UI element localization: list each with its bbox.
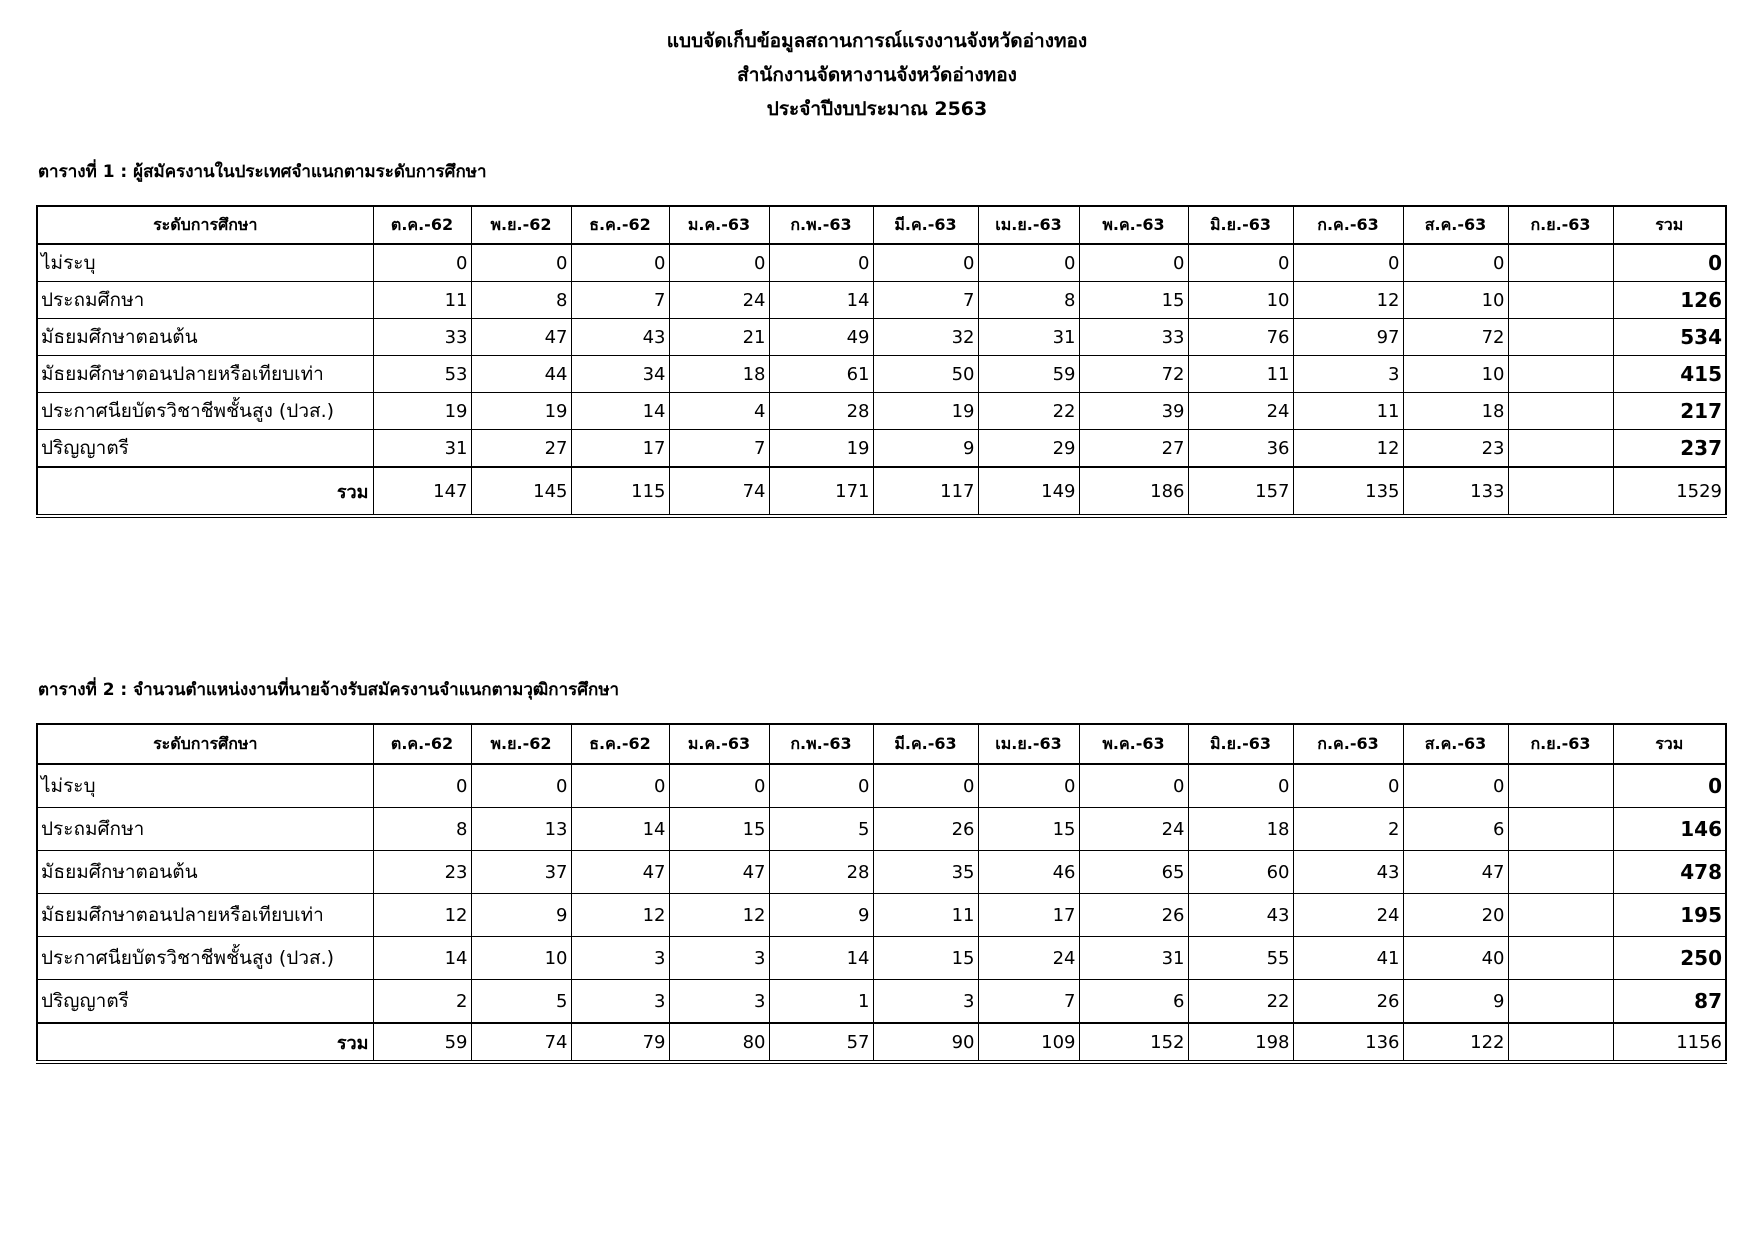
table-cell: 23	[373, 851, 471, 894]
table-cell: 27	[1079, 430, 1188, 468]
row-label: รวม	[37, 1023, 373, 1062]
table-cell: 0	[669, 764, 769, 808]
table-cell: 47	[1403, 851, 1508, 894]
table-cell: 9	[769, 894, 873, 937]
table-cell: 9	[873, 430, 978, 468]
table-cell	[1508, 356, 1613, 393]
table-cell: 0	[1293, 764, 1403, 808]
table-cell: 24	[1079, 808, 1188, 851]
table-cell: 12	[373, 894, 471, 937]
row-total: 126	[1613, 282, 1726, 319]
table-cell: 15	[1079, 282, 1188, 319]
table-cell: 171	[769, 467, 873, 516]
row-total: 250	[1613, 937, 1726, 980]
table-cell	[1508, 851, 1613, 894]
table-header-row	[37, 206, 1726, 244]
column-header: พ.ค.-63	[1079, 206, 1188, 244]
table-cell: 39	[1079, 393, 1188, 430]
column-header: ม.ค.-63	[669, 724, 769, 764]
table-cell: 19	[373, 393, 471, 430]
table-cell: 61	[769, 356, 873, 393]
table-row	[37, 430, 1726, 468]
table-cell: 19	[873, 393, 978, 430]
table-cell: 0	[1403, 764, 1508, 808]
table-cell: 20	[1403, 894, 1508, 937]
table-cell	[1508, 244, 1613, 282]
table-cell: 19	[471, 393, 571, 430]
table-cell: 0	[373, 244, 471, 282]
column-header: ก.ค.-63	[1293, 206, 1403, 244]
table-cell: 44	[471, 356, 571, 393]
table-applicants-by-education	[36, 205, 1727, 518]
table-cell: 0	[769, 244, 873, 282]
row-label: มัธยมศึกษาตอนปลายหรือเทียบเท่า	[37, 894, 373, 937]
table-cell: 7	[571, 282, 669, 319]
table-vacancies-by-education	[36, 723, 1727, 1064]
table-cell: 7	[978, 980, 1079, 1024]
table-cell: 22	[1188, 980, 1293, 1024]
table-cell: 0	[1403, 244, 1508, 282]
table-cell: 17	[571, 430, 669, 468]
table-cell: 0	[1188, 764, 1293, 808]
table-cell	[1508, 894, 1613, 937]
table-cell: 136	[1293, 1023, 1403, 1062]
table-cell: 36	[1188, 430, 1293, 468]
table-cell: 10	[1188, 282, 1293, 319]
column-header: เม.ย.-63	[978, 206, 1079, 244]
row-label: มัธยมศึกษาตอนปลายหรือเทียบเท่า	[37, 356, 373, 393]
fiscal-year: ประจำปีงบประมาณ 2563	[766, 98, 988, 120]
table-cell: 46	[978, 851, 1079, 894]
office-name: สำนักงานจัดหางานจังหวัดอ่างทอง	[737, 64, 1017, 86]
column-header: มิ.ย.-63	[1188, 206, 1293, 244]
row-total: 146	[1613, 808, 1726, 851]
table-cell: 43	[1293, 851, 1403, 894]
table-cell: 0	[471, 244, 571, 282]
table-cell: 10	[471, 937, 571, 980]
table-row	[37, 393, 1726, 430]
table-cell: 6	[1079, 980, 1188, 1024]
table-cell	[1508, 764, 1613, 808]
row-total: 237	[1613, 430, 1726, 468]
table-cell: 1	[769, 980, 873, 1024]
table-cell: 0	[1079, 764, 1188, 808]
column-header: มี.ค.-63	[873, 724, 978, 764]
table-cell: 12	[669, 894, 769, 937]
row-label: ปริญญาตรี	[37, 980, 373, 1024]
table-cell: 14	[769, 937, 873, 980]
table-cell: 31	[978, 319, 1079, 356]
table-cell: 24	[669, 282, 769, 319]
table-cell: 0	[1079, 244, 1188, 282]
column-header: พ.ค.-63	[1079, 724, 1188, 764]
table-cell: 14	[769, 282, 873, 319]
row-total: 87	[1613, 980, 1726, 1024]
row-total: 195	[1613, 894, 1726, 937]
table-cell	[1508, 393, 1613, 430]
row-label: ประถมศึกษา	[37, 282, 373, 319]
row-total: 534	[1613, 319, 1726, 356]
table-cell: 10	[1403, 282, 1508, 319]
table-cell: 2	[1293, 808, 1403, 851]
table-cell: 115	[571, 467, 669, 516]
table-cell: 14	[571, 808, 669, 851]
row-label: ประถมศึกษา	[37, 808, 373, 851]
table-cell: 43	[571, 319, 669, 356]
row-total: 0	[1613, 244, 1726, 282]
row-label: มัธยมศึกษาตอนต้น	[37, 851, 373, 894]
table-cell: 26	[873, 808, 978, 851]
column-header-education: ระดับการศึกษา	[37, 724, 373, 764]
table-cell: 31	[1079, 937, 1188, 980]
row-label: ไม่ระบุ	[37, 244, 373, 282]
table-cell: 33	[1079, 319, 1188, 356]
table-cell: 80	[669, 1023, 769, 1062]
table-cell: 3	[1293, 356, 1403, 393]
table-cell: 7	[669, 430, 769, 468]
table-cell: 3	[571, 980, 669, 1024]
table-cell: 72	[1403, 319, 1508, 356]
table-row	[37, 356, 1726, 393]
table-cell: 90	[873, 1023, 978, 1062]
table-cell: 3	[873, 980, 978, 1024]
column-header: ก.ค.-63	[1293, 724, 1403, 764]
column-header: ส.ค.-63	[1403, 206, 1508, 244]
column-header: ก.พ.-63	[769, 206, 873, 244]
table-cell: 15	[669, 808, 769, 851]
table-row	[37, 282, 1726, 319]
table-cell: 147	[373, 467, 471, 516]
table-header-row	[37, 724, 1726, 764]
table-cell: 6	[1403, 808, 1508, 851]
table-cell: 8	[373, 808, 471, 851]
table-cell: 40	[1403, 937, 1508, 980]
table-cell: 0	[978, 244, 1079, 282]
table-cell: 12	[571, 894, 669, 937]
table-cell: 97	[1293, 319, 1403, 356]
column-header: ส.ค.-63	[1403, 724, 1508, 764]
table-cell: 17	[978, 894, 1079, 937]
table-cell: 3	[669, 980, 769, 1024]
table-cell: 79	[571, 1023, 669, 1062]
row-total: 1156	[1613, 1023, 1726, 1062]
column-header: เม.ย.-63	[978, 724, 1079, 764]
table-row	[37, 980, 1726, 1024]
table-row	[37, 894, 1726, 937]
column-header: ก.ย.-63	[1508, 206, 1613, 244]
table-cell: 10	[1403, 356, 1508, 393]
report-title: แบบจัดเก็บข้อมูลสถานการณ์แรงงานจังหวัดอ่างทอง	[666, 30, 1088, 52]
table-cell: 37	[471, 851, 571, 894]
table-cell: 47	[471, 319, 571, 356]
table-cell: 5	[769, 808, 873, 851]
table1-caption: ตารางที่ 1 : ผู้สมัครงานในประเทศจำแนกตามระดับการศึกษา	[38, 162, 487, 182]
table-cell: 59	[978, 356, 1079, 393]
table-cell: 0	[769, 764, 873, 808]
table-cell	[1508, 319, 1613, 356]
table-cell: 135	[1293, 467, 1403, 516]
table-cell: 35	[873, 851, 978, 894]
table-cell: 186	[1079, 467, 1188, 516]
table-cell: 0	[571, 244, 669, 282]
table-cell: 11	[1188, 356, 1293, 393]
table-cell: 18	[1403, 393, 1508, 430]
column-header: พ.ย.-62	[471, 724, 571, 764]
table-cell	[1508, 937, 1613, 980]
table-cell: 24	[1293, 894, 1403, 937]
table-cell: 152	[1079, 1023, 1188, 1062]
table-cell	[1508, 282, 1613, 319]
table2-caption: ตารางที่ 2 : จำนวนตำแหน่งงานที่นายจ้างรับสมัครงานจำแนกตามวุฒิการศึกษา	[38, 680, 620, 700]
table-cell: 24	[978, 937, 1079, 980]
table-cell: 0	[1293, 244, 1403, 282]
table-cell	[1508, 808, 1613, 851]
report-header	[0, 24, 1754, 126]
table-cell: 53	[373, 356, 471, 393]
row-total: 478	[1613, 851, 1726, 894]
table-cell: 13	[471, 808, 571, 851]
table-cell: 76	[1188, 319, 1293, 356]
table-cell: 157	[1188, 467, 1293, 516]
table-row	[37, 937, 1726, 980]
table-cell: 149	[978, 467, 1079, 516]
column-header: ก.พ.-63	[769, 724, 873, 764]
table-cell: 133	[1403, 467, 1508, 516]
column-header: พ.ย.-62	[471, 206, 571, 244]
column-header: ก.ย.-63	[1508, 724, 1613, 764]
table-cell: 32	[873, 319, 978, 356]
table-cell: 26	[1293, 980, 1403, 1024]
table-cell: 15	[873, 937, 978, 980]
row-label: รวม	[37, 467, 373, 516]
table-cell: 5	[471, 980, 571, 1024]
table-cell: 7	[873, 282, 978, 319]
column-header: ต.ค.-62	[373, 206, 471, 244]
table-cell: 12	[1293, 430, 1403, 468]
table-cell: 29	[978, 430, 1079, 468]
table-cell: 4	[669, 393, 769, 430]
table-cell: 31	[373, 430, 471, 468]
table-cell: 21	[669, 319, 769, 356]
table-cell: 18	[1188, 808, 1293, 851]
row-total: 415	[1613, 356, 1726, 393]
table-cell: 9	[471, 894, 571, 937]
table-cell: 117	[873, 467, 978, 516]
column-header: รวม	[1613, 724, 1726, 764]
table-cell: 47	[571, 851, 669, 894]
table-cell: 109	[978, 1023, 1079, 1062]
table-cell: 41	[1293, 937, 1403, 980]
row-total: 217	[1613, 393, 1726, 430]
table-cell	[1508, 1023, 1613, 1062]
table-cell: 0	[1188, 244, 1293, 282]
table-cell: 33	[373, 319, 471, 356]
column-header: มิ.ย.-63	[1188, 724, 1293, 764]
table-cell: 2	[373, 980, 471, 1024]
table-cell: 28	[769, 851, 873, 894]
table-cell: 0	[978, 764, 1079, 808]
table-cell: 0	[873, 764, 978, 808]
table-cell: 0	[471, 764, 571, 808]
table-cell: 198	[1188, 1023, 1293, 1062]
column-header-education: ระดับการศึกษา	[37, 206, 373, 244]
column-header: มี.ค.-63	[873, 206, 978, 244]
table-cell	[1508, 430, 1613, 468]
column-header: ธ.ค.-62	[571, 724, 669, 764]
table-cell: 8	[978, 282, 1079, 319]
table-cell: 14	[571, 393, 669, 430]
table-cell: 50	[873, 356, 978, 393]
table-cell: 22	[978, 393, 1079, 430]
table-row	[37, 808, 1726, 851]
sum-row	[37, 1023, 1726, 1062]
column-header: ธ.ค.-62	[571, 206, 669, 244]
table-cell: 0	[873, 244, 978, 282]
table-row	[37, 319, 1726, 356]
row-label: ประกาศนียบัตรวิชาชีพชั้นสูง (ปวส.)	[37, 937, 373, 980]
table-cell: 65	[1079, 851, 1188, 894]
table-cell: 3	[669, 937, 769, 980]
sum-row	[37, 467, 1726, 516]
table-cell: 11	[373, 282, 471, 319]
table-cell: 59	[373, 1023, 471, 1062]
table-row	[37, 851, 1726, 894]
table-cell: 18	[669, 356, 769, 393]
table-cell: 26	[1079, 894, 1188, 937]
row-label: ปริญญาตรี	[37, 430, 373, 468]
table-cell: 74	[669, 467, 769, 516]
column-header: รวม	[1613, 206, 1726, 244]
table-cell: 12	[1293, 282, 1403, 319]
table-cell: 3	[571, 937, 669, 980]
table-cell: 14	[373, 937, 471, 980]
table-cell: 11	[1293, 393, 1403, 430]
table-row	[37, 764, 1726, 808]
table-cell: 57	[769, 1023, 873, 1062]
table-cell: 0	[669, 244, 769, 282]
table-cell: 24	[1188, 393, 1293, 430]
row-label: ประกาศนียบัตรวิชาชีพชั้นสูง (ปวส.)	[37, 393, 373, 430]
table-cell: 122	[1403, 1023, 1508, 1062]
table-cell: 0	[373, 764, 471, 808]
table-cell: 8	[471, 282, 571, 319]
row-label: มัธยมศึกษาตอนต้น	[37, 319, 373, 356]
table-cell: 74	[471, 1023, 571, 1062]
column-header: ต.ค.-62	[373, 724, 471, 764]
table-cell: 49	[769, 319, 873, 356]
row-total: 0	[1613, 764, 1726, 808]
table-cell: 60	[1188, 851, 1293, 894]
table-cell	[1508, 980, 1613, 1024]
table-cell: 72	[1079, 356, 1188, 393]
table-cell: 28	[769, 393, 873, 430]
table-cell: 9	[1403, 980, 1508, 1024]
table-cell: 47	[669, 851, 769, 894]
table-cell	[1508, 467, 1613, 516]
table-cell: 23	[1403, 430, 1508, 468]
row-label: ไม่ระบุ	[37, 764, 373, 808]
column-header: ม.ค.-63	[669, 206, 769, 244]
table-cell: 27	[471, 430, 571, 468]
table-cell: 43	[1188, 894, 1293, 937]
table-cell: 15	[978, 808, 1079, 851]
table-row	[37, 244, 1726, 282]
table-cell: 11	[873, 894, 978, 937]
table-cell: 19	[769, 430, 873, 468]
table-cell: 0	[571, 764, 669, 808]
row-total: 1529	[1613, 467, 1726, 516]
table-cell: 145	[471, 467, 571, 516]
table-cell: 55	[1188, 937, 1293, 980]
table-cell: 34	[571, 356, 669, 393]
